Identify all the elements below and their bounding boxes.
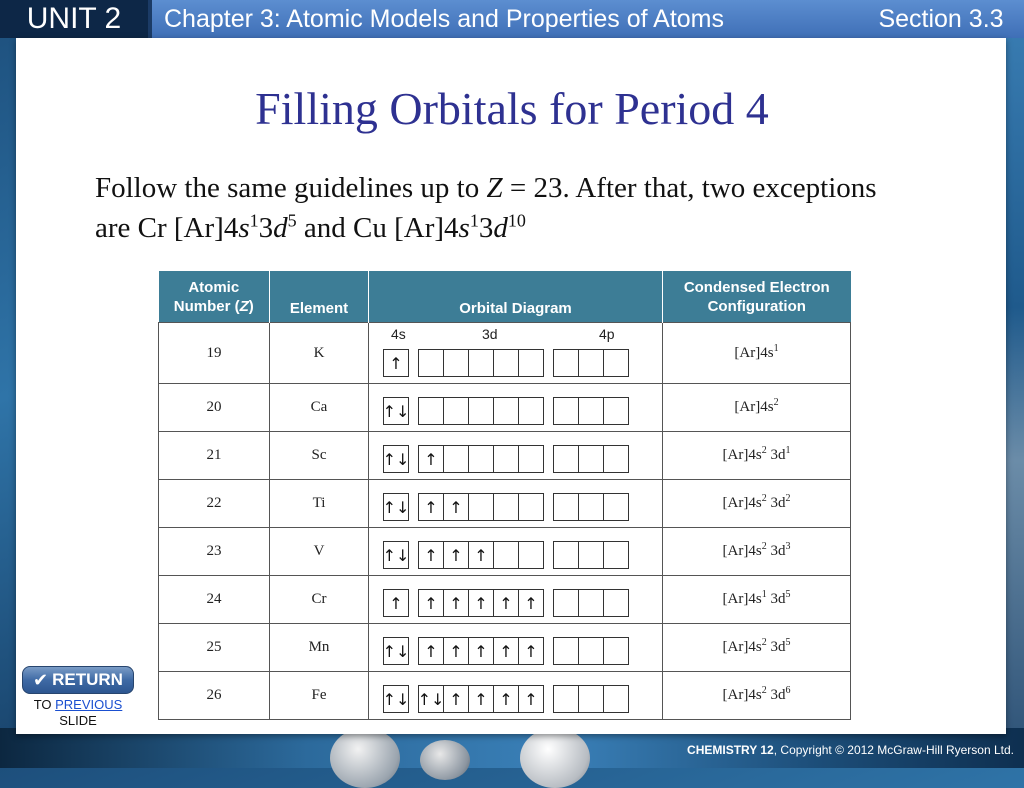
orbital-4s-group	[383, 397, 409, 425]
config-d-superscript: 5	[785, 637, 791, 648]
orbital-4p-group	[553, 637, 629, 665]
orbital-boxes	[383, 589, 629, 617]
atomic-number-cell: 22	[159, 480, 270, 528]
orbital-box-3d: ↑	[443, 493, 469, 521]
element-cell: Cr	[270, 576, 369, 624]
table-row	[159, 576, 851, 624]
body-text-part: Follow the same guidelines up to	[95, 172, 487, 204]
electron-configuration-cell	[663, 480, 851, 528]
cu-s-orbital: s	[458, 212, 470, 244]
orbital-4p-group	[553, 493, 629, 521]
orbital-box-3d	[518, 397, 544, 425]
orbital-box-4p	[553, 349, 579, 377]
element-cell: K	[270, 323, 369, 384]
body-text-part: and Cu [Ar]4	[296, 212, 459, 244]
config-s-superscript: 2	[761, 685, 767, 696]
slide-text: SLIDE	[59, 713, 97, 728]
table-header-row	[159, 271, 851, 323]
config-s-superscript: 1	[773, 342, 779, 354]
config-d: 3d	[766, 591, 786, 607]
orbital-box-3d: ↑	[468, 589, 494, 617]
orbital-4s-group	[383, 445, 409, 473]
orbital-box-4p	[553, 637, 579, 665]
orbital-box-4s: ↑↓	[383, 685, 409, 713]
orbital-table	[158, 271, 851, 720]
orbital-box-4p	[553, 493, 579, 521]
orbital-diagram-cell	[369, 323, 663, 384]
orbital-diagram	[369, 480, 662, 527]
orbital-box-3d	[418, 397, 444, 425]
config-base: [Ar]4s	[722, 687, 762, 703]
cr-d-superscript: 5	[287, 210, 297, 231]
orbital-box-4p	[553, 685, 579, 713]
orbital-box-4p	[603, 637, 629, 665]
orbital-4p-group	[553, 349, 629, 377]
orbital-box-3d	[468, 397, 494, 425]
config-d-superscript: 5	[785, 589, 791, 600]
return-caption	[22, 697, 134, 729]
orbital-boxes	[383, 349, 629, 377]
orbital-box-3d: ↑	[443, 685, 469, 713]
electron-configuration-cell	[663, 624, 851, 672]
orbital-boxes	[383, 685, 629, 713]
orbital-box-3d: ↑	[418, 541, 444, 569]
electron-configuration-cell	[663, 528, 851, 576]
orbital-box-4p	[553, 541, 579, 569]
config-s-superscript: 2	[761, 637, 767, 648]
copyright-notice: , Copyright © 2012 McGraw-Hill Ryerson Ltd.	[773, 743, 1014, 757]
header-text: Configuration	[707, 297, 806, 315]
molecule-sphere	[520, 728, 590, 788]
header-z: Z	[239, 297, 249, 315]
header-text: Condensed Electron	[683, 278, 830, 296]
orbital-3d-group	[418, 349, 544, 377]
config-base: [Ar]4s	[734, 344, 774, 361]
unit-label: UNIT 2	[0, 0, 148, 38]
sublabel-s: 4s	[391, 326, 406, 342]
orbital-box-4p	[603, 493, 629, 521]
orbital-diagram-cell	[369, 384, 663, 432]
atomic-number-cell: 26	[159, 672, 270, 720]
orbital-box-3d	[518, 541, 544, 569]
orbital-box-4s: ↑	[383, 349, 409, 377]
orbital-4s-group	[383, 493, 409, 521]
config-base: [Ar]4s	[722, 591, 762, 607]
orbital-box-4p	[578, 685, 604, 713]
config-s-superscript: 2	[773, 397, 779, 408]
chapter-title: Chapter 3: Atomic Models and Properties of Atoms	[152, 0, 866, 38]
orbital-3d-group	[418, 397, 544, 425]
orbital-box-4s: ↑↓	[383, 541, 409, 569]
orbital-box-3d	[518, 493, 544, 521]
cr-shell-number: 3	[258, 212, 274, 244]
orbital-box-3d: ↑	[418, 445, 444, 473]
checkmark-icon: ✔	[33, 669, 49, 691]
orbital-4p-group	[553, 397, 629, 425]
orbital-diagram	[369, 432, 662, 479]
slide-body-text	[95, 168, 895, 248]
config-base: [Ar]4s	[722, 447, 762, 463]
table-row	[159, 672, 851, 720]
copyright-text	[687, 743, 1014, 757]
orbital-box-3d	[468, 445, 494, 473]
orbital-box-4s: ↑↓	[383, 637, 409, 665]
orbital-box-4p	[578, 589, 604, 617]
orbital-box-3d: ↑	[493, 685, 519, 713]
table-row	[159, 432, 851, 480]
orbital-diagram	[369, 672, 662, 719]
orbital-box-4p	[578, 637, 604, 665]
config-d-superscript: 2	[785, 493, 791, 504]
orbital-3d-group	[418, 493, 544, 521]
cu-d-orbital: d	[493, 212, 508, 244]
orbital-box-3d	[493, 541, 519, 569]
orbital-4p-group	[553, 589, 629, 617]
config-d: 3d	[766, 495, 786, 511]
orbital-box-4p	[553, 589, 579, 617]
cr-d-orbital: d	[273, 212, 288, 244]
atomic-number-cell: 19	[159, 323, 270, 384]
orbital-3d-group	[418, 685, 544, 713]
slide-title: Filling Orbitals for Period 4	[255, 83, 769, 134]
orbital-box-3d: ↑	[418, 589, 444, 617]
orbital-4s-group	[383, 541, 409, 569]
orbital-diagram	[369, 624, 662, 671]
atomic-number-cell: 25	[159, 624, 270, 672]
orbital-box-3d	[443, 445, 469, 473]
config-s-superscript: 2	[761, 445, 767, 456]
orbital-box-4p	[603, 685, 629, 713]
orbital-box-4s: ↑	[383, 589, 409, 617]
table-row	[159, 624, 851, 672]
config-d-superscript: 3	[785, 541, 791, 552]
atomic-number-cell: 21	[159, 432, 270, 480]
orbital-boxes	[383, 637, 629, 665]
config-base: [Ar]4s	[722, 495, 762, 511]
orbital-box-3d	[493, 445, 519, 473]
orbital-box-3d: ↑	[443, 541, 469, 569]
electron-configuration-cell	[663, 672, 851, 720]
electron-configuration-cell	[663, 576, 851, 624]
config-s-superscript: 2	[761, 493, 767, 504]
orbital-box-4p	[553, 445, 579, 473]
orbital-box-4p	[578, 445, 604, 473]
orbital-box-3d	[518, 445, 544, 473]
orbital-box-3d: ↑	[518, 589, 544, 617]
orbital-box-3d	[493, 493, 519, 521]
orbital-box-4p	[578, 493, 604, 521]
header-electron-configuration	[663, 271, 851, 323]
orbital-3d-group	[418, 541, 544, 569]
orbital-4p-group	[553, 445, 629, 473]
orbital-box-3d	[493, 349, 519, 377]
header-bar	[0, 0, 1024, 38]
config-s-superscript: 2	[761, 541, 767, 552]
orbital-diagram	[369, 528, 662, 575]
orbital-box-4p	[603, 541, 629, 569]
orbital-box-4p	[603, 349, 629, 377]
electron-configuration-cell	[663, 432, 851, 480]
orbital-box-4p	[603, 397, 629, 425]
orbital-diagram-cell	[369, 480, 663, 528]
orbital-box-3d: ↑	[518, 685, 544, 713]
element-cell: Ti	[270, 480, 369, 528]
section-label: Section 3.3	[858, 0, 1024, 38]
orbital-boxes	[383, 397, 629, 425]
return-to-text: TO	[33, 697, 56, 712]
config-d-superscript: 1	[785, 445, 791, 456]
orbital-box-3d	[418, 349, 444, 377]
orbital-box-4p	[553, 397, 579, 425]
header-atomic-number	[159, 271, 270, 323]
sublabel-p: 4p	[599, 326, 615, 342]
orbital-diagram	[369, 576, 662, 623]
config-s-superscript: 1	[761, 589, 767, 600]
orbital-diagram-cell	[369, 432, 663, 480]
cr-s-orbital: s	[238, 212, 250, 244]
element-cell: Sc	[270, 432, 369, 480]
orbital-3d-group	[418, 589, 544, 617]
previous-link[interactable]: PREVIOUS	[55, 697, 123, 712]
header-orbital-diagram: Orbital Diagram	[369, 271, 663, 323]
table-row	[159, 384, 851, 432]
cr-s-superscript: 1	[249, 210, 259, 231]
orbital-box-3d	[443, 397, 469, 425]
table-row	[159, 528, 851, 576]
orbital-boxes	[383, 541, 629, 569]
header-text: )	[248, 297, 254, 315]
orbital-box-4p	[578, 541, 604, 569]
cu-d-superscript: 10	[507, 210, 526, 231]
table-row	[159, 480, 851, 528]
orbital-box-3d: ↑	[443, 589, 469, 617]
header-text: Atomic	[188, 278, 240, 296]
orbital-boxes	[383, 445, 629, 473]
config-d: 3d	[766, 687, 786, 703]
orbital-diagram-cell	[369, 624, 663, 672]
header-text: Number (	[173, 297, 240, 315]
orbital-boxes	[383, 493, 629, 521]
molecule-sphere	[420, 740, 470, 780]
config-base: [Ar]4s	[722, 639, 762, 655]
return-label: RETURN	[52, 670, 123, 689]
sublabel-d: 3d	[482, 326, 498, 342]
orbital-box-4p	[578, 349, 604, 377]
orbital-3d-group	[418, 445, 544, 473]
brand-name: CHEMISTRY 12	[687, 743, 774, 757]
atomic-number-cell: 20	[159, 384, 270, 432]
orbital-3d-group	[418, 637, 544, 665]
cu-shell-number: 3	[478, 212, 494, 244]
orbital-box-4s: ↑↓	[383, 493, 409, 521]
orbital-box-3d	[468, 349, 494, 377]
electron-configuration-cell	[663, 323, 851, 384]
orbital-diagram	[369, 323, 662, 383]
orbital-box-3d: ↑	[468, 685, 494, 713]
element-cell: Ca	[270, 384, 369, 432]
orbital-box-3d: ↑	[443, 637, 469, 665]
orbital-4p-group	[553, 541, 629, 569]
element-cell: Fe	[270, 672, 369, 720]
orbital-box-3d: ↑	[493, 589, 519, 617]
orbital-box-4s: ↑↓	[383, 445, 409, 473]
config-d-superscript: 6	[785, 685, 791, 696]
orbital-diagram-cell	[369, 528, 663, 576]
orbital-box-4p	[578, 397, 604, 425]
orbital-box-3d: ↑	[468, 637, 494, 665]
orbital-box-4s: ↑↓	[383, 397, 409, 425]
orbital-diagram-cell	[369, 576, 663, 624]
orbital-box-3d	[443, 349, 469, 377]
orbital-box-3d: ↑	[493, 637, 519, 665]
config-d: 3d	[766, 543, 786, 559]
orbital-box-4p	[603, 445, 629, 473]
header-element: Element	[270, 271, 369, 323]
orbital-box-3d: ↑	[418, 637, 444, 665]
orbital-diagram	[369, 384, 662, 431]
electron-configuration-cell	[663, 384, 851, 432]
config-base: [Ar]4s	[722, 543, 762, 559]
element-cell: Mn	[270, 624, 369, 672]
orbital-4s-group	[383, 637, 409, 665]
orbital-box-3d	[493, 397, 519, 425]
orbital-box-3d: ↑	[468, 541, 494, 569]
orbital-4s-group	[383, 589, 409, 617]
orbital-sublabels	[369, 326, 662, 342]
body-z-symbol: Z	[486, 172, 503, 204]
orbital-4s-group	[383, 685, 409, 713]
config-d: 3d	[766, 639, 786, 655]
atomic-number-cell: 23	[159, 528, 270, 576]
orbital-box-3d: ↑↓	[418, 685, 444, 713]
orbital-4s-group	[383, 349, 409, 377]
orbital-box-3d	[518, 349, 544, 377]
orbital-box-4p	[603, 589, 629, 617]
orbital-box-3d: ↑	[518, 637, 544, 665]
molecule-sphere	[330, 728, 400, 788]
config-d: 3d	[766, 447, 786, 463]
table-row	[159, 323, 851, 384]
config-base: [Ar]4s	[734, 399, 774, 415]
atomic-number-cell: 24	[159, 576, 270, 624]
return-button[interactable]	[22, 666, 134, 694]
orbital-diagram-cell	[369, 672, 663, 720]
body-text-part: = 23. After that, two exceptions are Cr [Ar]4	[95, 172, 877, 244]
orbital-4p-group	[553, 685, 629, 713]
orbital-box-3d: ↑	[418, 493, 444, 521]
cu-s-superscript: 1	[469, 210, 479, 231]
element-cell: V	[270, 528, 369, 576]
orbital-box-3d	[468, 493, 494, 521]
